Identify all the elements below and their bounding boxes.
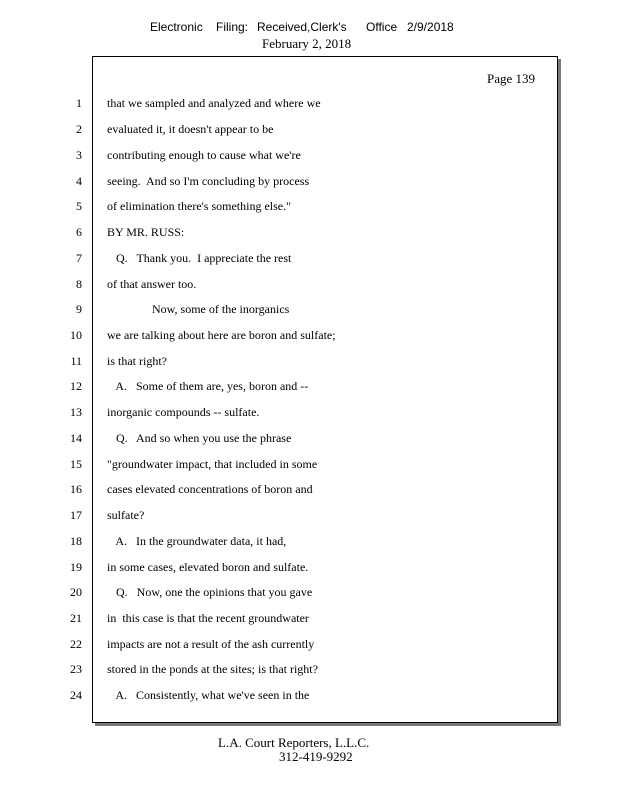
line-text: of elimination there's something else." [107, 199, 292, 213]
line-text: BY MR. RUSS: [107, 225, 185, 239]
line-text: of that answer too. [107, 277, 197, 291]
line-text: Q. And so when you use the phrase [107, 431, 292, 445]
line-number: 22 [70, 637, 82, 651]
line-number: 24 [70, 688, 82, 702]
line-text: cases elevated concentrations of boron and [107, 482, 313, 496]
line-text: A. In the groundwater data, it had, [107, 534, 287, 548]
line-text: that we sampled and analyzed and where we [107, 96, 321, 110]
line-text: seeing. And so I'm concluding by process [107, 174, 310, 188]
line-text: stored in the ponds at the sites; is that right? [107, 662, 318, 676]
line-text: A. Consistently, what we've seen in the [107, 688, 310, 702]
line-number: 20 [70, 585, 82, 599]
line-text: contributing enough to cause what we're [107, 148, 301, 162]
footer-phone: 312-419-9292 [279, 749, 353, 764]
header-word-date: 2/9/2018 [407, 20, 454, 34]
line-number: 13 [70, 405, 82, 419]
header-transcript-date: February 2, 2018 [262, 36, 352, 51]
line-number: 21 [70, 611, 82, 625]
line-number: 8 [76, 277, 82, 291]
line-text: sulfate? [107, 508, 145, 522]
line-number: 1 [76, 96, 82, 110]
line-number: 14 [70, 431, 82, 445]
header-word-received-clerks: Received,Clerk's [257, 20, 347, 34]
line-number: 7 [76, 251, 82, 265]
filing-header [0, 20, 618, 36]
line-text: Q. Thank you. I appreciate the rest [107, 251, 292, 265]
line-number: 5 [76, 199, 82, 213]
line-number: 12 [70, 379, 82, 393]
line-number: 2 [76, 122, 82, 136]
line-number: 10 [70, 328, 82, 342]
line-number: 3 [76, 148, 82, 162]
line-text: impacts are not a result of the ash currently [107, 637, 315, 651]
line-text: inorganic compounds -- sulfate. [107, 405, 260, 419]
line-number: 6 [76, 225, 82, 239]
header-word-electronic: Electronic [150, 20, 203, 34]
line-number: 18 [70, 534, 82, 548]
line-number: 4 [76, 174, 82, 188]
line-number: 15 [70, 457, 82, 471]
line-number: 9 [76, 302, 82, 316]
line-number: 17 [70, 508, 82, 522]
line-number: 16 [70, 482, 82, 496]
footer-company: L.A. Court Reporters, L.L.C. [218, 735, 370, 750]
line-text: we are talking about here are boron and sulfate; [107, 328, 336, 342]
header-word-office: Office [366, 20, 398, 34]
line-number: 19 [70, 560, 82, 574]
line-number: 11 [70, 354, 82, 368]
line-text: evaluated it, it doesn't appear to be [107, 122, 274, 136]
page-number: Page 139 [486, 71, 535, 86]
line-number: 23 [70, 662, 82, 676]
line-text: is that right? [107, 354, 167, 368]
header-word-filing: Filing: [216, 20, 249, 34]
line-text: in this case is that the recent groundwater [107, 611, 309, 625]
line-text: A. Some of them are, yes, boron and -- [107, 379, 309, 393]
line-text: Now, some of the inorganics [107, 302, 290, 316]
line-text: Q. Now, one the opinions that you gave [107, 585, 313, 599]
line-text: "groundwater impact, that included in some [107, 457, 318, 471]
line-text: in some cases, elevated boron and sulfate. [107, 560, 309, 574]
